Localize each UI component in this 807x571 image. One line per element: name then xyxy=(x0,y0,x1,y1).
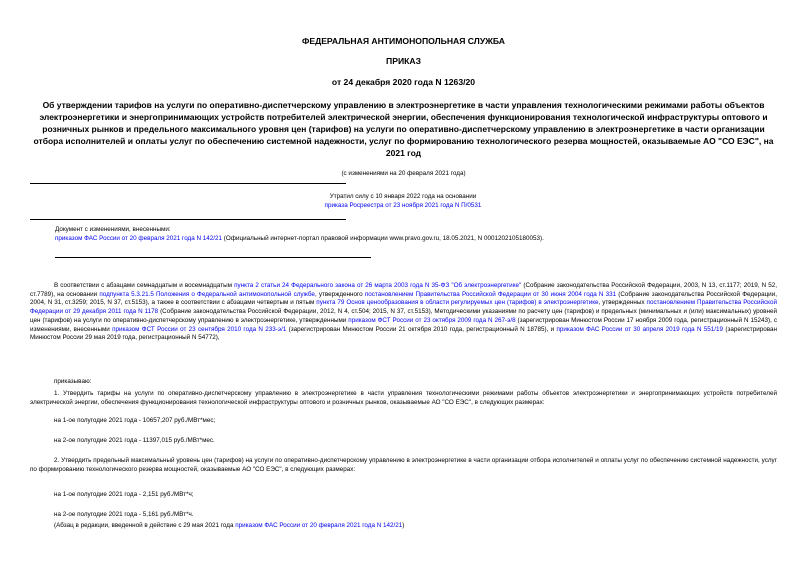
lost-force-link[interactable]: приказа Росреестра от 23 ноября 2021 года N П/0531 xyxy=(324,201,482,209)
lost-force-text: Утратил силу с 10 января 2022 года на основании xyxy=(329,193,477,200)
preamble-text: (зарегистрирован Минюстом России 29 мая 2019 года, регистрационный N 54772), xyxy=(30,325,777,342)
preamble-text: (Собрание законодательства Российской Федерации, 2003, N 13, ст.1177; 2019, N 52, ст.7789), на основании xyxy=(30,282,778,298)
item-2-edit-note xyxy=(54,522,404,529)
item-2-paragraph: 2. Утвердить предельный максимальный уровень цен (тарифов) на услуги по оперативно-диспетчерскому управлению в электроэнергетике в части организации отбора исполнителей и оплаты услуг по обеспечению системной надежности, услуг по формированию технологического резерва мощностей, оказываемые АО "СО ЕЭС", в следующих размерах: xyxy=(30,457,777,473)
item-1-first-half: на 1-ое полугодие 2021 года - 10657,207 руб./МВт*мес; xyxy=(54,417,216,424)
amendments-block xyxy=(55,226,755,243)
amendments-intro: Документ с изменениями, внесенными: xyxy=(55,226,171,233)
preamble-text: (зарегистрирован Минюстом России 21 октября 2010 года, регистрационный N 18785), и xyxy=(286,325,557,333)
edit-note-text: (Абзац в редакции, введенной в действие с 29 мая 2021 года xyxy=(54,522,236,529)
preamble-text: (Собрание законодательства Российской Федерации, 2004, N 31, ст.3259; 2015, N 37, ст.5153), а также в соответствии с абзацами четвертым и пятым xyxy=(30,290,777,307)
order-word: приказываю: xyxy=(54,378,92,385)
fst-order-link[interactable]: приказом ФСТ России от 23 октября 2009 года N 267-э/8 xyxy=(348,316,516,324)
document-type: ПРИКАЗ xyxy=(386,56,421,66)
preamble-text: , утвержденных xyxy=(598,299,647,307)
amendments-source: (Официальный интернет-портал правовой информации www.pravo.gov.ru, 18.05.2021, N 0001202105180053). xyxy=(222,234,544,242)
divider xyxy=(30,219,346,220)
edit-note-end: ) xyxy=(402,522,405,529)
preamble-text: В соответствии с абзацами семнадцатым и восемнадцатым xyxy=(54,282,235,289)
amendments-link[interactable]: приказом ФАС России от 20 февраля 2021 года N 142/21 xyxy=(55,234,223,242)
item-1-paragraph: 1. Утвердить тарифы на услуги по оперативно-диспетчерскому управлению в электроэнергетике в части управления технологическими режимами работы объектов электроэнергетики и энергопринимающих устройств потребителей электрической энергии, обеспечения функционирования технологической инфраструктуры оптового и розничных рынков, оказываемые АО "СО ЕЭС", в следующих размерах: xyxy=(30,390,777,406)
regulation-link[interactable]: подпункта 5.3.21.5 Положения о Федеральной антимонопольной службе xyxy=(99,290,315,298)
lost-force-block xyxy=(230,193,576,210)
divider xyxy=(55,257,371,258)
pricing-basics-link[interactable]: пункта 79 Основ ценообразования в области регулируемых цен (тарифов) в электроэнергетике xyxy=(316,299,599,307)
agency-name: ФЕДЕРАЛЬНАЯ АНТИМОНОПОЛЬНАЯ СЛУЖБА xyxy=(302,36,505,46)
edit-note-link[interactable]: приказом ФАС России от 20 февраля 2021 года N 142/21 xyxy=(235,522,403,529)
divider xyxy=(30,183,346,184)
preamble-text: (Собрание законодательства Российской Федерации, 2012, N 4, ст.504; 2015, N 37, ст.5153), Методическими указаниями по расчету цен (тарифов) и предельных (минимальных и (или) максимальных) уровней цен (тарифов) на услуги по оперативно-диспетчерскому управлению в электроэнергетике, утвержденными xyxy=(30,308,777,324)
document-date-number: от 24 декабря 2020 года N 1263/20 xyxy=(331,77,476,87)
item-1-second-half: на 2-ое полугодие 2021 года - 11397,015 руб./МВт*мес. xyxy=(54,437,215,444)
decree-link[interactable]: постановлением Правительства Российской Федерации от 30 июня 2004 года N 331 xyxy=(364,290,617,298)
decree-link[interactable]: постановлением Правительства Российской Федерации от 29 декабря 2011 года N 1178 xyxy=(30,299,777,316)
preamble-text: (зарегистрирован Минюстом России 17 ноября 2009 года, регистрационный N 15243), с изменениями, внесенными xyxy=(30,316,778,333)
changes-note: (с изменениями на 20 февраля 2021 года) xyxy=(341,170,466,177)
law-link[interactable]: пункта 2 статьи 24 Федерального закона от 26 марта 2003 года N 35-ФЗ "Об электроэнергетике" xyxy=(234,282,522,289)
item-2-second-half: на 2-ое полугодие 2021 года - 5,161 руб./МВт*ч. xyxy=(54,511,194,518)
fas-order-link[interactable]: приказом ФАС России от 30 апреля 2019 года N 551/19 xyxy=(556,325,724,333)
fst-order-link[interactable]: приказом ФСТ России от 23 сентября 2010 года N 233-э/1 xyxy=(112,325,287,333)
item-2-first-half: на 1-ое полугодие 2021 года - 2,151 руб./МВт*ч; xyxy=(54,491,194,498)
preamble-paragraph xyxy=(30,282,777,343)
document-title: Об утверждении тарифов на услуги по оперативно-диспетчерскому управлению в электроэнергетике в части управления технологическими режимами работы объектов электроэнергетики и энергопринимающих устройств потребителей электрической энергии, обеспечения функционирования технологической инфраструктуры оптового и розничных рынков и предельного максимального уровня цен (тарифов) на услуги по оперативно-диспетчерскому управлению в электроэнергетике в части организации отбора исполнителей и оплаты услуг по обеспечению системной надежности, услуг по формированию технологического резерва мощностей, оказываемые АО "СО ЕЭС", на 2021 год xyxy=(33,100,774,159)
preamble-text: , утвержденного xyxy=(314,290,365,298)
